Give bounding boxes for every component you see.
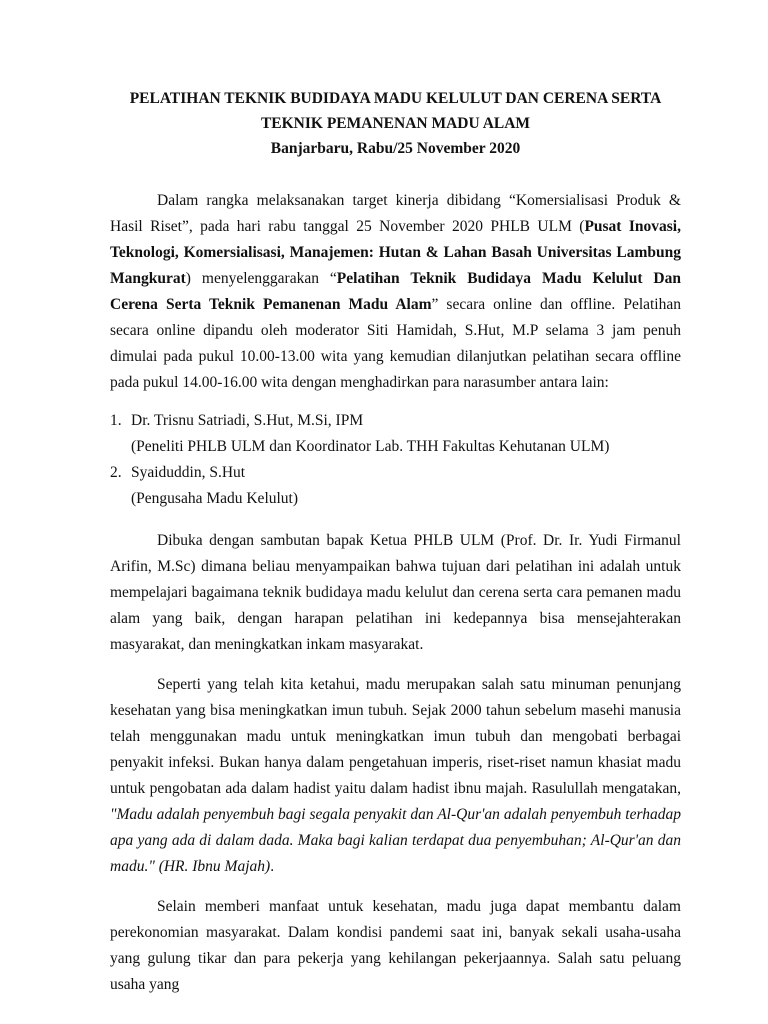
- paragraph-opening: Dibuka dengan sambutan bapak Ketua PHLB ULM (Prof. Dr. Ir. Yudi Firmanul Arifin, M.Sc) dimana beliau menyampaikan bahwa tujuan dari pelatihan ini adalah untuk mempelajari bagaimana teknik budidaya madu kelulut dan cerena serta cara pemanen madu alam yang baik, dengan harapan pelatihan ini kedepannya bisa mensejahterakan masyarakat, dan meningkatkan inkam masyarakat.: [110, 532, 681, 653]
- list-item: [110, 460, 681, 512]
- health-text: Seperti yang telah kita ketahui, madu merupakan salah satu minuman penunjang kesehatan yang bisa meningkatkan imun tubuh. Sejak 2000 tahun sebelum masehi manusia telah menggunakan madu untuk meningkatkan imun tubuh dan mengobati berbagai penyakit infeksi. Bukan hanya dalam pengetahuan imperis, riset-riset namun khasiat madu untuk pengobatan ada dalam hadist yaitu dalam hadist ibnu majah. Rasulullah mengatakan,: [110, 676, 681, 797]
- hadith-quote: "Madu adalah penyembuh bagi segala penyakit dan Al-Qur'an adalah penyembuh terhadap apa yang ada di dalam dada. Maka bagi kalian terdapat dua penyembuhan; Al-Qur'an dan madu." (HR. Ibnu Majah): [110, 806, 681, 875]
- paragraph-health: [110, 672, 681, 880]
- speaker-role: (Peneliti PHLB ULM dan Koordinator Lab. THH Fakultas Kehutanan ULM): [131, 438, 610, 455]
- speaker-name: Syaiduddin, S.Hut: [131, 464, 246, 481]
- title-block: [110, 86, 681, 161]
- speaker-list: [110, 408, 681, 512]
- health-text-end: .: [270, 858, 275, 875]
- intro-text-3: ” secara online dan offline. Pelatihan secara online dipandu oleh moderator Siti Hamidah, S.Hut, M.P selama 3 jam penuh dimulai pada pukul 10.00-13.00 wita yang kemudian dilanjutkan pelatihan secara offline pada pukul 14.00-16.00 wita dengan menghadirkan para narasumber antara lain:: [110, 296, 681, 391]
- list-number: 2.: [110, 464, 122, 481]
- speaker-role: (Pengusaha Madu Kelulut): [131, 490, 299, 507]
- speaker-name: Dr. Trisnu Satriadi, S.Hut, M.Si, IPM: [131, 412, 364, 429]
- paragraph-intro: [110, 188, 681, 396]
- title-line-2: TEKNIK PEMANENAN MADU ALAM: [260, 115, 531, 132]
- intro-text-2: ) menyelenggarakan “: [185, 270, 337, 287]
- list-number: 1.: [110, 412, 122, 429]
- intro-text-1: Dalam rangka melaksanakan target kinerja dibidang “Komersialisasi Produk & Hasil Riset”, pada hari rabu tanggal 25 November 2020 PHLB ULM (: [110, 192, 681, 235]
- title-line-1: PELATIHAN TEKNIK BUDIDAYA MADU KELULUT DAN CERENA SERTA: [129, 90, 662, 107]
- title-date-line: Banjarbaru, Rabu/25 November 2020: [270, 140, 521, 157]
- paragraph-economy: Selain memberi manfaat untuk kesehatan, madu juga dapat membantu dalam perekonomian masyarakat. Dalam kondisi pandemi saat ini, banyak sekali usaha-usaha yang gulung tikar dan para pekerja yang kehilangan pekerjaannya. Salah satu peluang usaha yang: [110, 898, 681, 993]
- intro-bold-event: Pelatihan Teknik Budidaya Madu Kelulut Dan Cerena Serta Teknik Pemanenan Madu Alam: [110, 270, 681, 313]
- intro-bold-org: Pusat Inovasi, Teknologi, Komersialisasi, Manajemen: Hutan & Lahan Basah Universitas Lambung Mangkurat: [110, 218, 681, 287]
- list-item: [110, 408, 681, 460]
